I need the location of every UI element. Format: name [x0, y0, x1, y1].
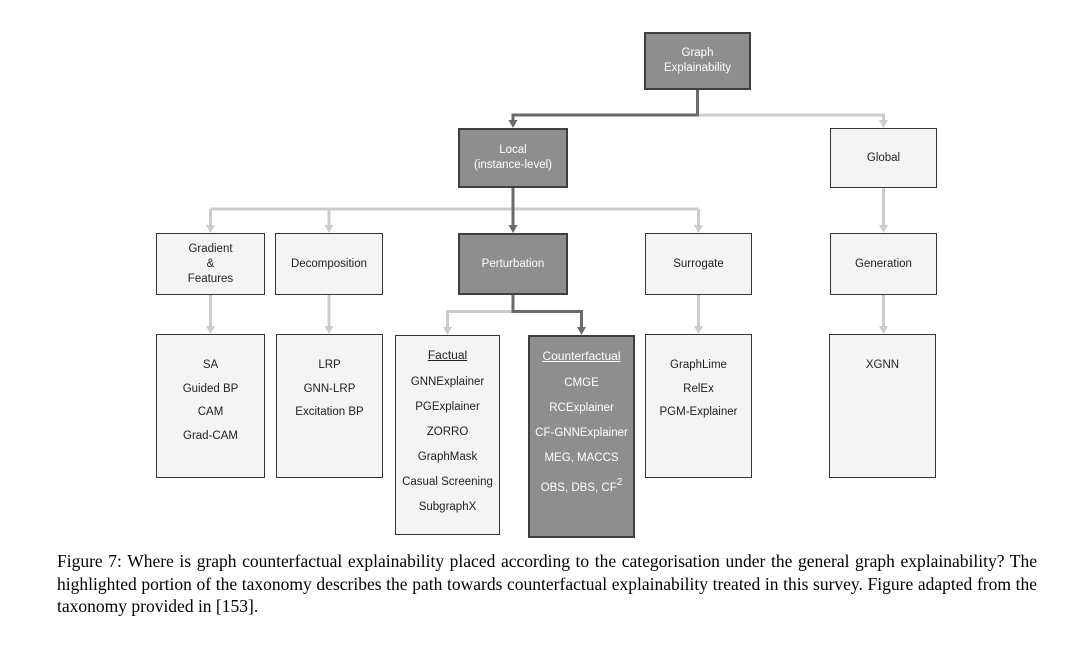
method-item: XGNN	[865, 359, 900, 371]
node-label-line: Explainability	[663, 62, 732, 74]
method-item: SubgraphX	[418, 501, 477, 513]
method-item-base: OBS, DBS, CF	[540, 481, 617, 494]
method-item: SA	[202, 359, 219, 371]
arrowhead-decomposition-methods	[325, 326, 334, 334]
leaf-factual	[395, 335, 500, 535]
arrowhead-decomposition	[325, 225, 334, 233]
figure-caption: Figure 7: Where is graph counterfactual explainability placed according to the categorisation under the general graph explainability? The highlighted portion of the taxonomy describes the path towards counterfactual explainability treated in this survey. Figure adapted from the taxonomy provided in [153].	[57, 551, 1037, 616]
method-item: ZORRO	[426, 426, 469, 438]
leaf-title-factual: Factual	[427, 348, 468, 362]
method-item: PGM-Explainer	[659, 406, 738, 418]
method-item: RCExplainer	[549, 402, 614, 414]
leaf-title-counterfactual: Counterfactual	[542, 349, 621, 363]
method-item: RelEx	[683, 382, 714, 395]
method-item: Casual Screening	[402, 476, 493, 488]
method-item: CF-GNNExplainer	[535, 427, 628, 439]
leaf-gradient-methods	[156, 334, 265, 478]
method-item	[530, 471, 633, 501]
arrowhead-local	[509, 120, 518, 128]
method-item: GraphMask	[417, 451, 478, 463]
method-item: PGExplainer	[415, 401, 480, 413]
method-item: Excitation BP	[295, 406, 364, 418]
arrowhead-gradient-methods	[206, 326, 215, 334]
arrowhead-global	[879, 120, 888, 128]
node-label: Generation	[855, 257, 912, 270]
connector-perturbation-to-counterfactual	[513, 295, 582, 328]
node-global	[830, 128, 937, 188]
leaf-generation-methods	[829, 334, 936, 478]
leaf-counterfactual	[528, 335, 635, 538]
method-item: GraphLime	[670, 359, 727, 371]
node-label-line: Gradient	[188, 242, 233, 255]
node-surrogate	[645, 233, 752, 295]
node-label-line: (instance-level)	[474, 159, 552, 171]
connector-root-to-global	[698, 115, 884, 121]
node-label-line: &	[206, 257, 215, 270]
method-item: LRP	[318, 359, 341, 371]
node-graph-explainability	[644, 32, 751, 90]
connector-perturbation-to-factual	[448, 312, 514, 329]
method-item: CMGE	[564, 377, 599, 389]
node-label: Global	[866, 151, 901, 164]
node-decomposition	[275, 233, 383, 295]
arrowhead-generation	[879, 225, 888, 233]
method-item: GNN-LRP	[303, 382, 356, 395]
node-label-line: Features	[187, 272, 234, 285]
method-item: MEG, MACCS	[544, 452, 619, 464]
leaf-surrogate-methods	[645, 334, 752, 478]
node-label-line: Local	[499, 144, 527, 156]
node-label: Decomposition	[290, 257, 368, 270]
node-perturbation	[458, 233, 568, 295]
leaf-decomposition-methods	[276, 334, 383, 478]
arrowhead-perturbation	[509, 225, 518, 233]
node-label-line: Graph	[681, 47, 714, 59]
node-generation	[830, 233, 937, 295]
method-item: Guided BP	[182, 382, 239, 395]
node-gradient-features	[156, 233, 265, 295]
arrowhead-factual	[443, 327, 452, 335]
arrowhead-surrogate	[694, 225, 703, 233]
method-item: CAM	[197, 406, 224, 418]
arrowhead-gradient	[206, 225, 215, 233]
method-item-superscript: 2	[616, 477, 623, 488]
arrowhead-counterfactual	[577, 327, 586, 335]
node-label: Perturbation	[481, 257, 545, 270]
arrowhead-surrogate-methods	[694, 326, 703, 334]
node-local	[458, 128, 568, 188]
method-item: GNNExplainer	[410, 376, 485, 388]
node-label: Surrogate	[673, 257, 724, 270]
arrowhead-generation-methods	[879, 326, 888, 334]
method-item: Grad-CAM	[183, 429, 238, 442]
connector-root-to-local	[513, 90, 698, 121]
